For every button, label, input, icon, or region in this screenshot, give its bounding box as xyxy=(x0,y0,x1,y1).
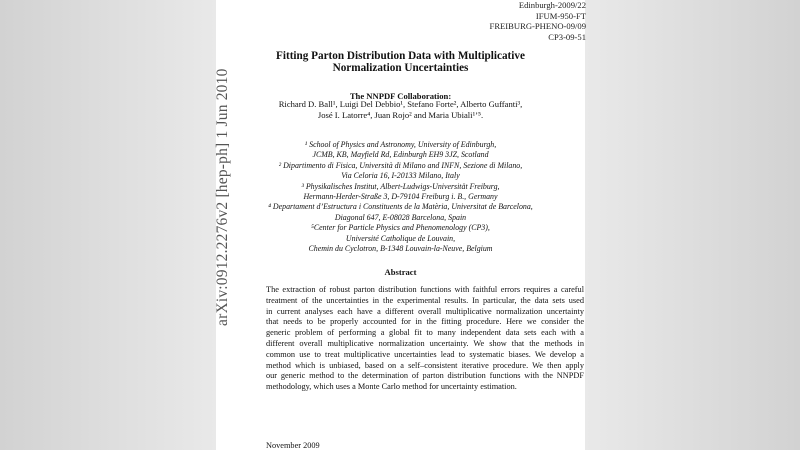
affiliation-line: ¹ School of Physics and Astronomy, University of Edinburgh, xyxy=(304,140,497,149)
affiliation-line: Via Celoria 16, I-20133 Milano, Italy xyxy=(341,171,460,181)
abstract-line: treatment of the uncertainties in the experimental results. In particular, the data sets used xyxy=(266,295,584,305)
abstract-line: that needs to be properly accounted for in the fitting procedure. Here we consider the xyxy=(266,317,584,327)
paper-title xyxy=(216,50,585,74)
title-line: Normalization Uncertainties xyxy=(332,62,469,74)
affiliation-line: Hermann-Herder-Straße 3, D-79104 Freiburg i. B., Germany xyxy=(303,192,498,202)
abstract-line: in current analyses each have a different overall multiplicative normalization uncertainty xyxy=(266,306,584,316)
preprint-number: CP3-09-51 xyxy=(548,31,586,42)
abstract-line: The extraction of robust parton distribution functions with faithful errors requires a careful xyxy=(266,285,584,294)
arxiv-stamp: arXiv:0912.2276v2 [hep-ph] 1 Jun 2010 xyxy=(214,68,231,326)
viewer-background-right xyxy=(585,0,800,450)
affiliation-line: ⁵Center for Particle Physics and Phenomenology (CP3), xyxy=(311,223,490,233)
preprint-number: FREIBURG-PHENO-09/09 xyxy=(489,21,586,32)
abstract-line: our generic method to the determination of parton distribution functions with the NNPDF xyxy=(266,371,584,381)
abstract-line: generic problem of performing a global fit to many independent data sets each with a xyxy=(266,328,584,338)
abstract-line: methodology, which uses a Monte Carlo method for uncertainty estimation. xyxy=(266,382,517,392)
author-line: Richard D. Ball¹, Luigi Del Debbio¹, Stefano Forte², Alberto Guffanti³, xyxy=(278,99,523,109)
abstract-body xyxy=(266,285,584,393)
preprint-numbers xyxy=(490,0,586,42)
affiliation-line: JCMB, KB, Mayfield Rd, Edinburgh EH9 3JZ, Scotland xyxy=(312,150,489,160)
affiliations xyxy=(216,140,585,254)
author-line: José I. Latorre⁴, Juan Rojo² and Maria Ubiali¹ʼ⁵. xyxy=(317,110,484,120)
collaboration-name: The NNPDF Collaboration: xyxy=(349,91,452,101)
publication-date: November 2009 xyxy=(266,441,320,450)
affiliation-line: Chemin du Cyclotron, B-1348 Louvain-la-Neuve, Belgium xyxy=(308,244,493,254)
abstract-line: method which is unbiased, based on a self–consistent iterative procedure. We then apply xyxy=(266,360,584,370)
affiliation-line: Diagonal 647, E-08028 Barcelona, Spain xyxy=(334,212,467,222)
affiliation-line: ³ Physikalisches Institut, Albert-Ludwigs-Universität Freiburg, xyxy=(301,181,500,191)
affiliation-line: Université Catholique de Louvain, xyxy=(345,233,456,243)
title-line: Fitting Parton Distribution Data with Multiplicative xyxy=(276,50,525,62)
preprint-number: IFUM-950-FT xyxy=(535,10,586,21)
abstract-heading: Abstract xyxy=(384,267,417,277)
preprint-number: Edinburgh-2009/22 xyxy=(518,0,586,10)
abstract-line: different overall multiplicative normalization uncertainty. We show that the methods in xyxy=(266,338,584,348)
author-list xyxy=(216,99,585,121)
viewer-background-left xyxy=(0,0,216,450)
affiliation-line: ⁴ Departament d’Estructura i Constituents de la Matèria, Universitat de Barcelona, xyxy=(268,202,533,212)
affiliation-line: ² Dipartimento di Fisica, Università di Milano and INFN, Sezione di Milano, xyxy=(278,160,523,170)
abstract-line: common use to treat multiplicative uncertainties lead to systematic biases. We develop a xyxy=(266,349,584,359)
